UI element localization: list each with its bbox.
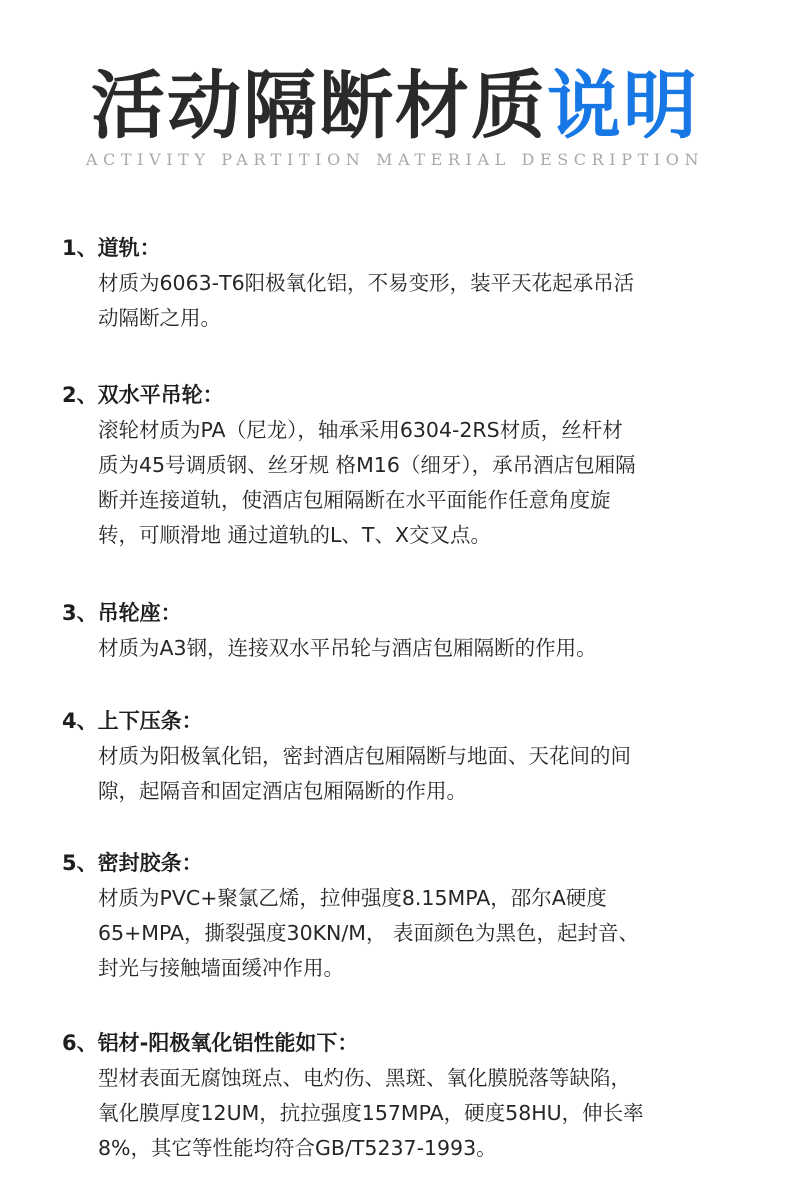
section-line: 动隔断之用。: [98, 306, 221, 330]
page-title-accent: 说明: [547, 63, 699, 149]
section-body: [98, 266, 728, 336]
section-heading: 4、上下压条：: [62, 709, 203, 733]
section-heading: 2、双水平吊轮：: [62, 383, 224, 407]
section-pulley-seat: [62, 598, 742, 666]
section-line: 封光与接触墙面缓冲作用。: [98, 956, 344, 980]
section-line: 材质为PVC+聚氯乙烯，拉伸强度8.15MPA，邵尔A硬度: [98, 886, 607, 910]
section-aluminum-performance: [62, 1028, 742, 1166]
section-top-bottom-strip: [62, 706, 742, 809]
section-body: [98, 739, 728, 809]
section-line: 65+MPA，撕裂强度30KN/M， 表面颜色为黑色，起封音、: [98, 921, 639, 945]
section-line: 8%，其它等性能均符合GB/T5237-1993。: [98, 1136, 497, 1160]
section-line: 质为45号调质钢、丝牙规 格M16（细牙），承吊酒店包厢隔: [98, 453, 636, 477]
section-heading: 3、吊轮座：: [62, 601, 182, 625]
section-heading: 6、铝材-阳极氧化铝性能如下：: [62, 1031, 359, 1055]
section-body: [98, 631, 728, 666]
section-rail: [62, 233, 742, 336]
section-line: 材质为6063-T6阳极氧化铝，不易变形，装平天花起承吊活: [98, 271, 635, 295]
section-line: 隙，起隔音和固定酒店包厢隔断的作用。: [98, 779, 467, 803]
section-heading: 5、密封胶条：: [62, 851, 203, 875]
section-body: [98, 1061, 728, 1166]
section-line: 氧化膜厚度12UM，抗拉强度157MPA，硬度58HU，伸长率: [98, 1101, 644, 1125]
section-line: 转，可顺滑地 通过道轨的L、T、X交叉点。: [98, 523, 492, 547]
section-body: [98, 413, 728, 553]
page-title-main: 活动隔断材质: [91, 63, 547, 149]
section-line: 材质为阳极氧化铝，密封酒店包厢隔断与地面、天花间的间: [98, 744, 631, 768]
page-subtitle: ACTIVITY PARTITION MATERIAL DESCRIPTION: [85, 150, 705, 169]
section-body: [98, 881, 728, 986]
section-line: 断并连接道轨，使酒店包厢隔断在水平面能作任意角度旋: [98, 488, 611, 512]
section-line: 材质为A3钢，连接双水平吊轮与酒店包厢隔断的作用。: [98, 636, 597, 660]
section-line: 滚轮材质为PA（尼龙），轴承采用6304-2RS材质，丝杆材: [98, 418, 623, 442]
section-sealing-strip: [62, 848, 742, 986]
section-line: 型材表面无腐蚀斑点、电灼伤、黑斑、氧化膜脱落等缺陷，: [98, 1066, 631, 1090]
section-double-horizontal-pulley: [62, 380, 742, 553]
section-heading: 1、道轨：: [62, 236, 161, 260]
